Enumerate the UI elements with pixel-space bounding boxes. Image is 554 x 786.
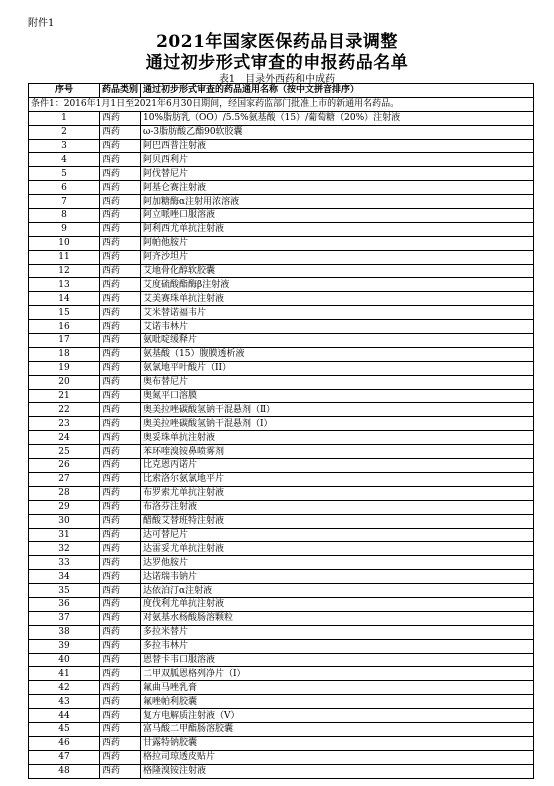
row-drug-name: 醋酸艾替班特注射液: [141, 514, 534, 528]
row-number: 31: [29, 528, 100, 542]
table-caption: 表1 目录外西药和中成药: [218, 74, 336, 85]
row-number: 39: [29, 639, 100, 653]
table-row: [29, 320, 534, 334]
row-drug-name: 艾地骨化醇软胶囊: [141, 264, 534, 278]
row-drug-name: 度伐利尤单抗注射液: [141, 597, 534, 611]
row-category: 西药: [100, 334, 141, 348]
table-row: [29, 222, 534, 236]
row-number: 2: [29, 125, 100, 139]
row-number: 11: [29, 250, 100, 264]
row-category: 西药: [100, 486, 141, 500]
row-drug-name: 氨吡啶缓释片: [141, 334, 534, 348]
row-number: 13: [29, 278, 100, 292]
row-number: 19: [29, 361, 100, 375]
row-number: 25: [29, 445, 100, 459]
row-drug-name: 奥布替尼片: [141, 375, 534, 389]
row-category: 西药: [100, 597, 141, 611]
table-row: [29, 209, 534, 223]
row-number: 14: [29, 292, 100, 306]
table-row: [29, 500, 534, 514]
row-drug-name: 对氨基水杨酸肠溶颗粒: [141, 611, 534, 625]
row-number: 45: [29, 722, 100, 736]
row-number: 12: [29, 264, 100, 278]
row-drug-name: 二甲双胍恩格列净片（Ⅰ）: [141, 667, 534, 681]
condition-text: 条件1：2016年1月1日至2021年6月30日期间，经国家药监部门批准上市的新通用名药品。: [29, 97, 534, 111]
row-number: 17: [29, 334, 100, 348]
table-row: [29, 139, 534, 153]
row-category: 西药: [100, 209, 141, 223]
table-row: [29, 722, 534, 736]
row-drug-name: 甘露特钠胶囊: [141, 736, 534, 750]
row-number: 21: [29, 389, 100, 403]
row-category: 西药: [100, 764, 141, 778]
row-number: 34: [29, 570, 100, 584]
row-drug-name: 阿加糖酶α注射用浓溶液: [141, 195, 534, 209]
row-category: 西药: [100, 389, 141, 403]
table-row: [29, 556, 534, 570]
table-row: [29, 153, 534, 167]
row-number: 5: [29, 167, 100, 181]
row-number: 1: [29, 111, 100, 125]
row-number: 26: [29, 459, 100, 473]
row-drug-name: 艾美赛珠单抗注射液: [141, 292, 534, 306]
row-category: 西药: [100, 722, 141, 736]
row-number: 48: [29, 764, 100, 778]
row-drug-name: 比索洛尔氨氯地平片: [141, 472, 534, 486]
row-number: 33: [29, 556, 100, 570]
row-drug-name: 达雷妥尤单抗注射液: [141, 542, 534, 556]
header-category: 药品类别: [100, 84, 141, 98]
row-drug-name: 阿贝西利片: [141, 153, 534, 167]
row-number: 16: [29, 320, 100, 334]
table-row: [29, 292, 534, 306]
row-number: 22: [29, 403, 100, 417]
table-row: [29, 611, 534, 625]
row-drug-name: 奥氮平口溶膜: [141, 389, 534, 403]
table-row: [29, 472, 534, 486]
table-row: [29, 334, 534, 348]
row-number: 7: [29, 195, 100, 209]
row-number: 35: [29, 584, 100, 598]
row-category: 西药: [100, 584, 141, 598]
table-row: [29, 528, 534, 542]
row-number: 24: [29, 431, 100, 445]
row-drug-name: 格隆溴铵注射液: [141, 764, 534, 778]
row-category: 西药: [100, 611, 141, 625]
row-drug-name: 复方电解质注射液（Ⅴ）: [141, 709, 534, 723]
row-category: 西药: [100, 361, 141, 375]
table-row: [29, 306, 534, 320]
row-category: 西药: [100, 153, 141, 167]
row-drug-name: 10%脂肪乳（OO）/5.5%氨基酸（15）/葡萄糖（20%）注射液: [141, 111, 534, 125]
row-category: 西药: [100, 736, 141, 750]
table-row: [29, 389, 534, 403]
row-category: 西药: [100, 236, 141, 250]
row-number: 32: [29, 542, 100, 556]
row-category: 西药: [100, 556, 141, 570]
row-drug-name: 多拉米替片: [141, 625, 534, 639]
row-number: 20: [29, 375, 100, 389]
row-drug-name: 达罗他胺片: [141, 556, 534, 570]
table-row: [29, 486, 534, 500]
row-drug-name: 多拉韦林片: [141, 639, 534, 653]
row-drug-name: 布罗索尤单抗注射液: [141, 486, 534, 500]
row-category: 西药: [100, 222, 141, 236]
table-row: [29, 361, 534, 375]
row-number: 44: [29, 709, 100, 723]
table-row: [29, 736, 534, 750]
table-row: [29, 584, 534, 598]
row-drug-name: 阿巴西普注射液: [141, 139, 534, 153]
row-number: 42: [29, 681, 100, 695]
row-drug-name: 阿帕他胺片: [141, 236, 534, 250]
row-number: 36: [29, 597, 100, 611]
row-category: 西药: [100, 125, 141, 139]
table-row: [29, 347, 534, 361]
row-drug-name: 达诺瑞韦钠片: [141, 570, 534, 584]
row-drug-name: 奥妥珠单抗注射液: [141, 431, 534, 445]
row-number: 8: [29, 209, 100, 223]
table-row: [29, 264, 534, 278]
row-number: 37: [29, 611, 100, 625]
row-number: 47: [29, 750, 100, 764]
row-number: 15: [29, 306, 100, 320]
table-row: [29, 431, 534, 445]
row-category: 西药: [100, 695, 141, 709]
row-drug-name: 氟唑帕利胶囊: [141, 695, 534, 709]
row-drug-name: 恩替卡韦口服溶液: [141, 653, 534, 667]
table-row: [29, 514, 534, 528]
row-category: 西药: [100, 195, 141, 209]
table-row: [29, 167, 534, 181]
row-category: 西药: [100, 111, 141, 125]
table-row: [29, 570, 534, 584]
row-number: 3: [29, 139, 100, 153]
row-category: 西药: [100, 528, 141, 542]
table-row: [29, 278, 534, 292]
row-category: 西药: [100, 375, 141, 389]
row-category: 西药: [100, 181, 141, 195]
row-category: 西药: [100, 625, 141, 639]
row-drug-name: 阿伐替尼片: [141, 167, 534, 181]
table-row: [29, 125, 534, 139]
table-row: [29, 111, 534, 125]
row-category: 西药: [100, 445, 141, 459]
row-category: 西药: [100, 417, 141, 431]
row-category: 西药: [100, 306, 141, 320]
table-row: [29, 639, 534, 653]
row-category: 西药: [100, 667, 141, 681]
row-category: 西药: [100, 709, 141, 723]
row-category: 西药: [100, 500, 141, 514]
table-row: [29, 625, 534, 639]
row-category: 西药: [100, 639, 141, 653]
row-drug-name: 艾度硫酸酯酶β注射液: [141, 278, 534, 292]
row-drug-name: 阿立哌唑口服溶液: [141, 209, 534, 223]
row-number: 46: [29, 736, 100, 750]
table-row: [29, 750, 534, 764]
row-number: 28: [29, 486, 100, 500]
row-drug-name: 阿利西尤单抗注射液: [141, 222, 534, 236]
row-drug-name: 比克恩丙诺片: [141, 459, 534, 473]
table-row: [29, 375, 534, 389]
row-drug-name: 氟曲马唑乳膏: [141, 681, 534, 695]
table-row: [29, 195, 534, 209]
table-row: [29, 181, 534, 195]
row-category: 西药: [100, 570, 141, 584]
row-category: 西药: [100, 431, 141, 445]
row-category: 西药: [100, 681, 141, 695]
row-category: 西药: [100, 514, 141, 528]
row-category: 西药: [100, 750, 141, 764]
row-drug-name: ω-3脂肪酸乙酯90软胶囊: [141, 125, 534, 139]
drug-list-table: [28, 83, 534, 779]
row-category: 西药: [100, 653, 141, 667]
row-drug-name: 富马酸二甲酯肠溶胶囊: [141, 722, 534, 736]
table-row: [29, 445, 534, 459]
row-number: 41: [29, 667, 100, 681]
table-header-row: [29, 84, 534, 98]
row-number: 23: [29, 417, 100, 431]
row-number: 4: [29, 153, 100, 167]
row-category: 西药: [100, 139, 141, 153]
table-row: [29, 653, 534, 667]
table-row: [29, 236, 534, 250]
row-category: 西药: [100, 320, 141, 334]
table-row: [29, 681, 534, 695]
row-number: 40: [29, 653, 100, 667]
header-no: 序号: [29, 84, 100, 98]
row-number: 27: [29, 472, 100, 486]
row-drug-name: 艾米替诺福韦片: [141, 306, 534, 320]
row-drug-name: 阿齐沙坦片: [141, 250, 534, 264]
row-drug-name: 艾诺韦林片: [141, 320, 534, 334]
table-row: [29, 764, 534, 778]
table-row: [29, 417, 534, 431]
row-drug-name: 达依泊汀α注射液: [141, 584, 534, 598]
row-category: 西药: [100, 542, 141, 556]
row-category: 西药: [100, 472, 141, 486]
row-drug-name: 氨基酸（15）腹膜透析液: [141, 347, 534, 361]
row-drug-name: 苯环喹溴铵鼻喷雾剂: [141, 445, 534, 459]
attachment-label: 附件1: [28, 18, 55, 29]
row-number: 10: [29, 236, 100, 250]
row-number: 43: [29, 695, 100, 709]
document-subtitle: 通过初步形式审查的申报药品名单: [145, 53, 409, 73]
row-category: 西药: [100, 250, 141, 264]
row-drug-name: 达可替尼片: [141, 528, 534, 542]
row-number: 6: [29, 181, 100, 195]
table-row: [29, 709, 534, 723]
row-category: 西药: [100, 167, 141, 181]
table-row: [29, 459, 534, 473]
table-row: [29, 403, 534, 417]
row-number: 29: [29, 500, 100, 514]
row-number: 18: [29, 347, 100, 361]
row-number: 30: [29, 514, 100, 528]
table-row: [29, 667, 534, 681]
document-title: 2021年国家医保药品目录调整: [156, 32, 398, 52]
row-drug-name: 氨氯地平叶酸片（II）: [141, 361, 534, 375]
row-drug-name: 布洛芬注射液: [141, 500, 534, 514]
row-category: 西药: [100, 403, 141, 417]
row-drug-name: 奥美拉唑碳酸氢钠干混悬剂（Ⅰ）: [141, 417, 534, 431]
row-category: 西药: [100, 459, 141, 473]
row-category: 西药: [100, 347, 141, 361]
row-category: 西药: [100, 278, 141, 292]
row-drug-name: 阿基仑赛注射液: [141, 181, 534, 195]
row-drug-name: 格拉司琼透皮贴片: [141, 750, 534, 764]
row-number: 38: [29, 625, 100, 639]
condition-row: [29, 97, 534, 111]
table-row: [29, 695, 534, 709]
table-row: [29, 250, 534, 264]
row-category: 西药: [100, 264, 141, 278]
table-row: [29, 542, 534, 556]
row-drug-name: 奥美拉唑碳酸氢钠干混悬剂（Ⅱ）: [141, 403, 534, 417]
header-name: 通过初步形式审查的药品通用名称（按中文拼音排序）: [141, 84, 534, 98]
row-number: 9: [29, 222, 100, 236]
table-row: [29, 597, 534, 611]
row-category: 西药: [100, 292, 141, 306]
